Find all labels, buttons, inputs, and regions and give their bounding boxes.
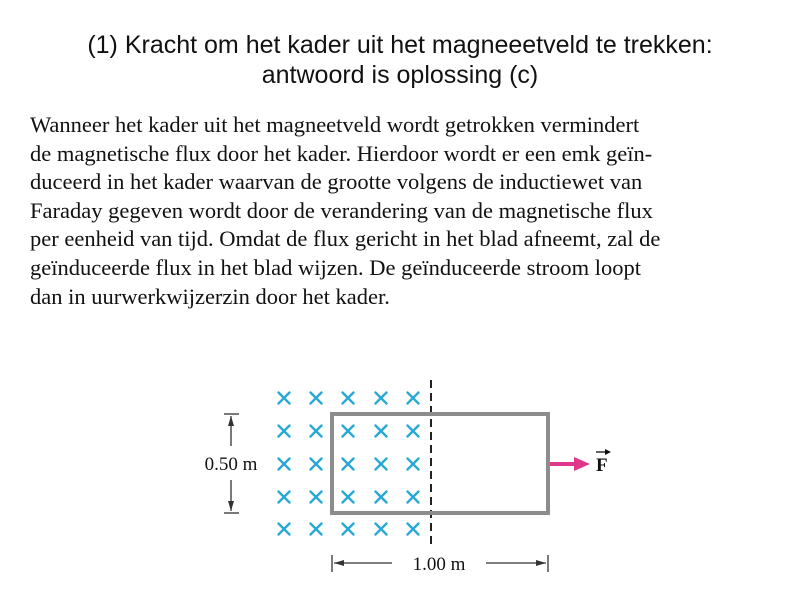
field-cross-icon bbox=[408, 426, 419, 437]
field-cross-icon bbox=[343, 426, 354, 437]
field-cross-icon bbox=[376, 426, 387, 437]
width-arrow-right bbox=[536, 560, 546, 566]
force-arrow-head bbox=[574, 457, 590, 471]
field-cross-icon bbox=[408, 393, 419, 404]
field-cross-icon bbox=[311, 393, 322, 404]
width-arrow-left bbox=[334, 560, 344, 566]
field-cross-icon bbox=[279, 393, 290, 404]
paragraph-line: Faraday gegeven wordt door de verandering van de magnetische flux bbox=[30, 197, 653, 223]
paragraph-line: duceerd in het kader waarvan de grootte volgens de inductiewet van bbox=[30, 169, 643, 195]
title-line-2: antwoord is oplossing (c) bbox=[261, 61, 539, 89]
field-cross-icon bbox=[311, 492, 322, 503]
field-cross-icon bbox=[279, 459, 290, 470]
field-cross-icon bbox=[343, 459, 354, 470]
field-cross-icon bbox=[408, 524, 419, 535]
field-cross-icon bbox=[408, 459, 419, 470]
width-dimension bbox=[332, 554, 548, 575]
field-cross-icon bbox=[279, 426, 290, 437]
field-cross-icon bbox=[311, 524, 322, 535]
field-cross-icon bbox=[311, 459, 322, 470]
field-cross-icon bbox=[343, 524, 354, 535]
height-label: 0.50 m bbox=[204, 454, 258, 475]
field-cross-icon bbox=[343, 492, 354, 503]
field-cross-icon bbox=[279, 492, 290, 503]
field-cross-icon bbox=[376, 393, 387, 404]
paragraph-line: de magnetische flux door het kader. Hierdoor wordt er een emk geïn- bbox=[30, 140, 653, 166]
field-cross-icon bbox=[376, 524, 387, 535]
height-arrow-up bbox=[228, 416, 234, 426]
height-arrow-down bbox=[228, 501, 234, 511]
paragraph-line: Wanneer het kader uit het magneetveld wordt getrokken vermindert bbox=[30, 112, 640, 137]
vector-arrow-tip bbox=[605, 449, 611, 455]
field-cross-icon bbox=[311, 426, 322, 437]
height-dimension bbox=[205, 414, 258, 513]
field-cross-icon bbox=[376, 459, 387, 470]
conducting-loop bbox=[332, 414, 548, 513]
paragraph-line: per eenheid van tijd. Omdat de flux gericht in het blad afneemt, zal de bbox=[30, 226, 661, 252]
width-label: 1.00 m bbox=[412, 554, 466, 575]
field-cross-icon bbox=[343, 393, 354, 404]
paragraph-line: geïnduceerde flux in het blad wijzen. De geïnduceerde stroom loopt bbox=[30, 254, 642, 280]
field-cross-icon bbox=[376, 492, 387, 503]
force-arrow bbox=[550, 457, 590, 471]
field-cross-icon bbox=[279, 524, 290, 535]
title-line-1: (1) Kracht om het kader uit het magneeetveld te trekken: bbox=[87, 31, 713, 59]
field-cross-icon bbox=[408, 492, 419, 503]
force-label-text: F bbox=[596, 455, 608, 476]
force-label bbox=[596, 449, 611, 476]
paragraph-line: dan in uurwerkwijzerzin door het kader. bbox=[30, 283, 390, 309]
